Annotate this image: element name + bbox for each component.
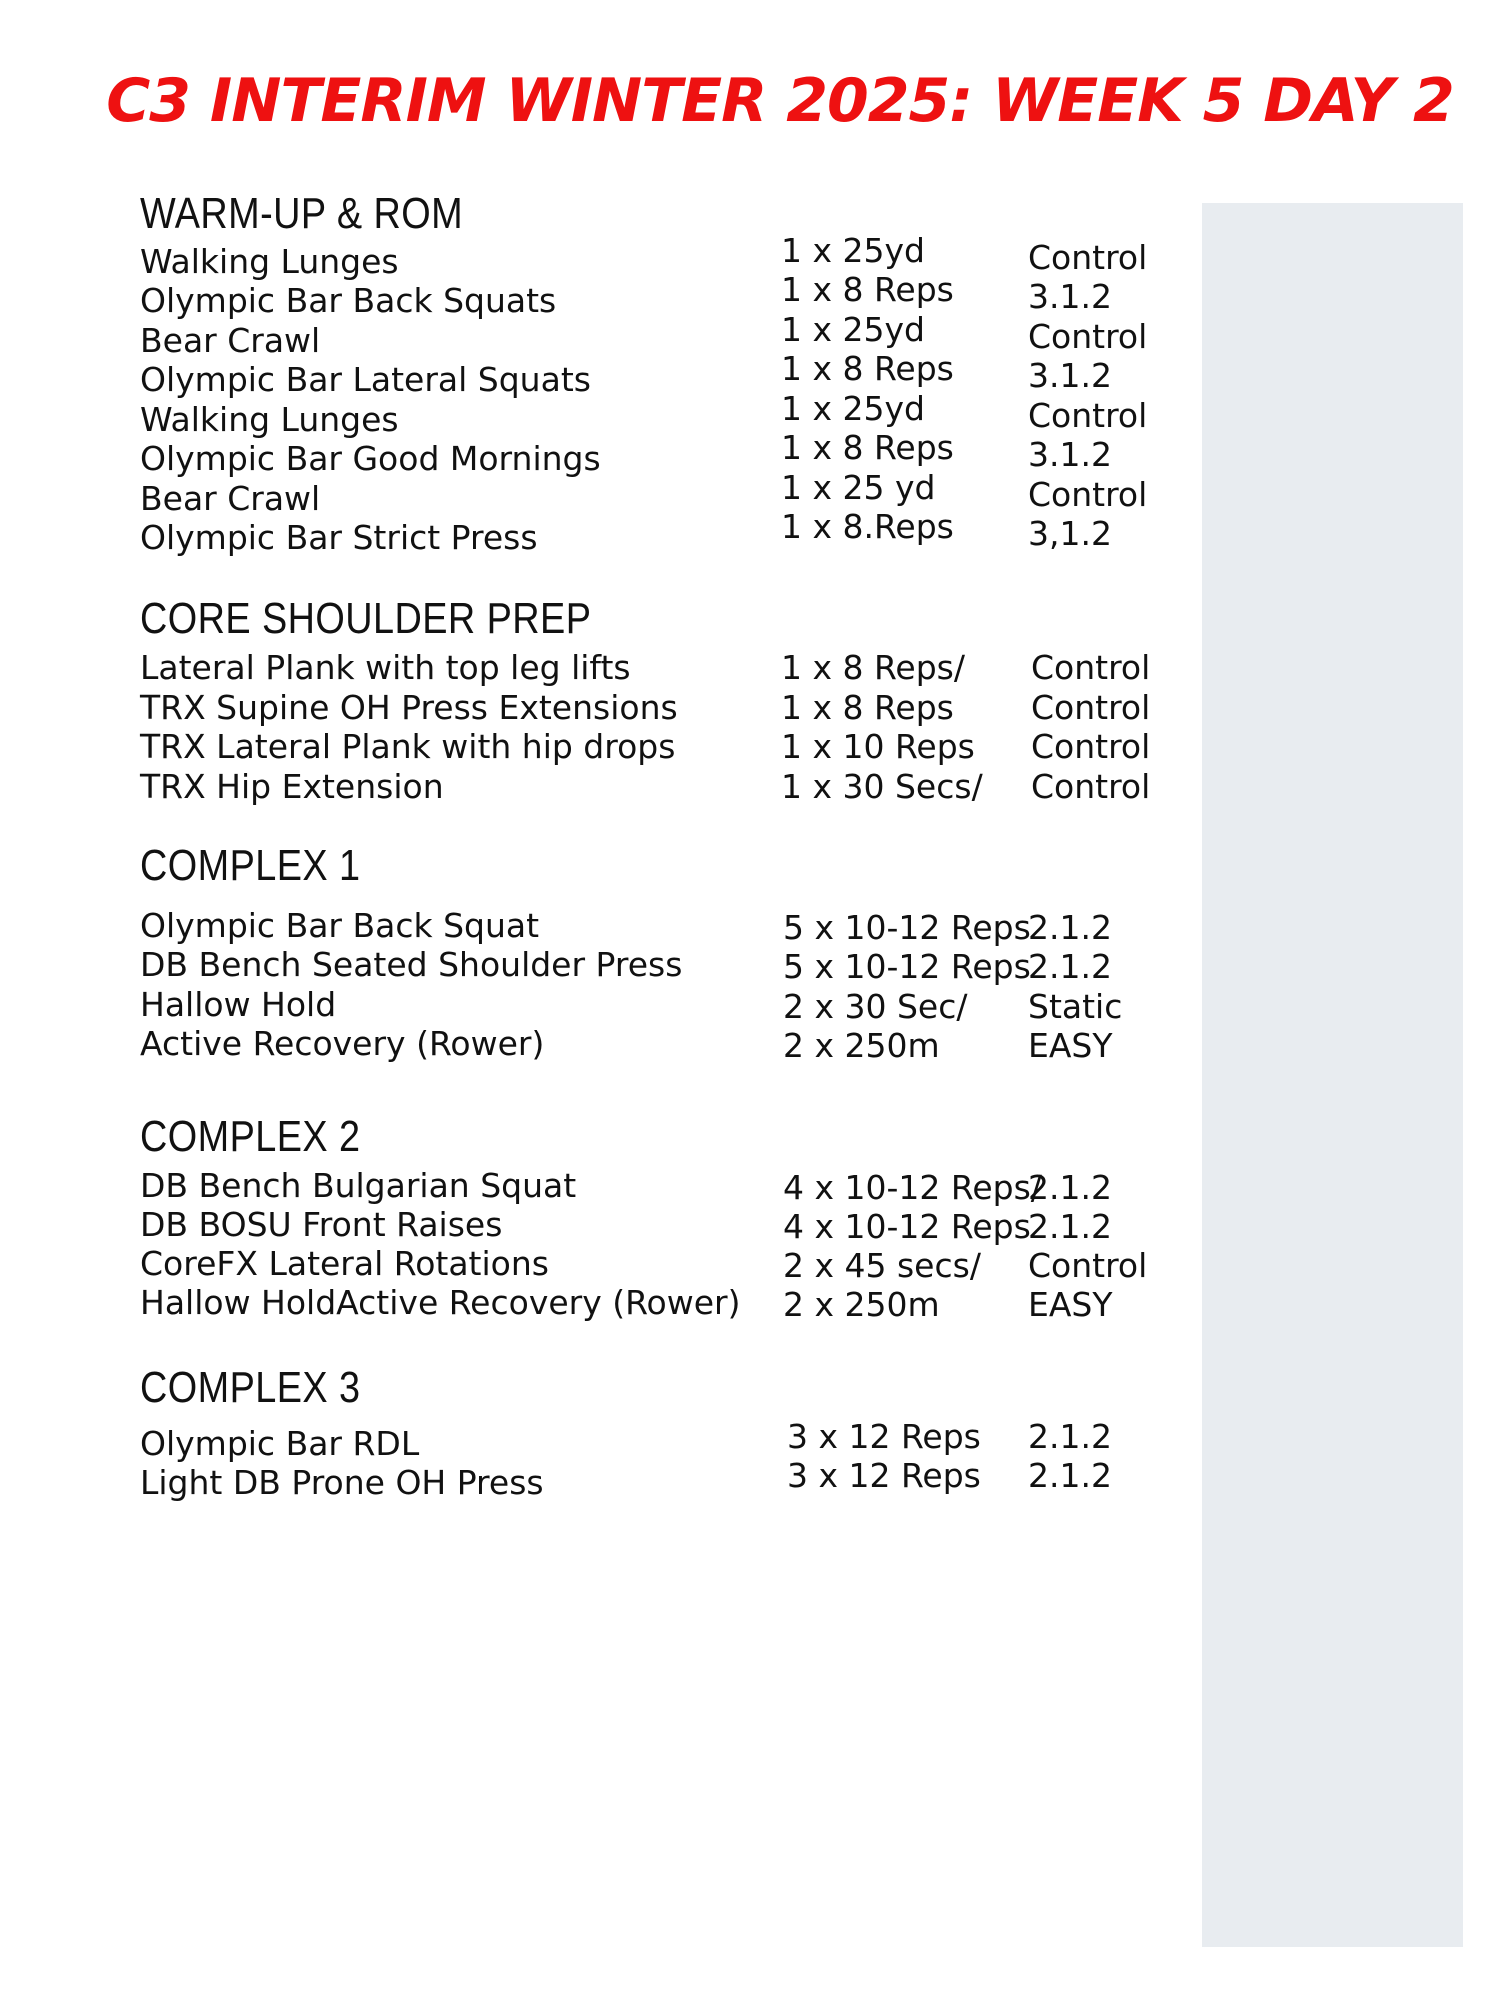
- sets-reps: 1 x 8.Reps: [781, 507, 954, 546]
- tempo: Static: [1028, 987, 1123, 1026]
- tempo: 2.1.2: [1028, 1417, 1112, 1456]
- tempo: 2.1.2: [1028, 908, 1112, 947]
- tempo: Control: [1031, 648, 1151, 687]
- tempo: Control: [1028, 396, 1148, 435]
- sets-reps: 4 x 10-12 Reps/: [783, 1168, 1042, 1207]
- tempo: Control: [1028, 475, 1148, 514]
- sets-reps: 2 x 250m: [783, 1285, 940, 1324]
- tempo: EASY: [1028, 1285, 1113, 1324]
- tempo: 2.1.2: [1028, 1168, 1112, 1207]
- section-heading: CORE SHOULDER PREP: [140, 594, 592, 643]
- tempo: 2.1.2: [1028, 947, 1112, 986]
- exercise-name: Olympic Bar Strict Press: [140, 518, 538, 557]
- sets-reps: 1 x 25 yd: [781, 468, 936, 507]
- sets-reps: 2 x 30 Sec/: [783, 987, 968, 1026]
- exercise-name: Olympic Bar Lateral Squats: [140, 360, 591, 399]
- tempo: Control: [1028, 317, 1148, 356]
- exercise-name: Walking Lunges: [140, 242, 399, 281]
- sets-reps: 1 x 25yd: [781, 310, 925, 349]
- side-panel: [1202, 203, 1463, 1947]
- sets-reps: 5 x 10-12 Reps: [783, 947, 1031, 986]
- tempo: EASY: [1028, 1026, 1113, 1065]
- section-heading: COMPLEX 2: [140, 1112, 361, 1161]
- exercise-name: TRX Lateral Plank with hip drops: [140, 727, 676, 766]
- exercise-name: Bear Crawl: [140, 321, 321, 360]
- sets-reps: 3 x 12 Reps: [787, 1456, 981, 1495]
- sets-reps: 1 x 25yd: [781, 389, 925, 428]
- section-heading: WARM-UP & ROM: [140, 189, 464, 238]
- exercise-name: Olympic Bar Back Squats: [140, 281, 557, 320]
- exercise-name: Active Recovery (Rower): [140, 1024, 545, 1063]
- exercise-name: TRX Supine OH Press Extensions: [140, 688, 678, 727]
- exercise-name: Olympic Bar Good Mornings: [140, 439, 601, 478]
- tempo: 3.1.2: [1028, 277, 1112, 316]
- sets-reps: 2 x 250m: [783, 1026, 940, 1065]
- sets-reps: 4 x 10-12 Reps: [783, 1207, 1031, 1246]
- section-heading: COMPLEX 1: [140, 841, 361, 890]
- exercise-name: Lateral Plank with top leg lifts: [140, 648, 631, 687]
- tempo: Control: [1031, 767, 1151, 806]
- sets-reps: 1 x 8 Reps: [781, 349, 954, 388]
- exercise-name: Hallow Hold: [140, 985, 337, 1024]
- sets-reps: 1 x 8 Reps: [781, 270, 954, 309]
- tempo: 3,1.2: [1028, 514, 1112, 553]
- section-heading: COMPLEX 3: [140, 1363, 361, 1412]
- exercise-name: Walking Lunges: [140, 400, 399, 439]
- exercise-name: DB Bench Seated Shoulder Press: [140, 945, 683, 984]
- page-title: C3 INTERIM WINTER 2025: WEEK 5 DAY 2: [106, 66, 1454, 136]
- exercise-name: TRX Hip Extension: [140, 767, 444, 806]
- sets-reps: 1 x 30 Secs/: [781, 767, 983, 806]
- tempo: 3.1.2: [1028, 435, 1112, 474]
- sets-reps: 1 x 8 Reps/: [781, 648, 965, 687]
- exercise-name: CoreFX Lateral Rotations: [140, 1244, 549, 1283]
- sets-reps: 5 x 10-12 Reps: [783, 908, 1031, 947]
- exercise-name: Hallow HoldActive Recovery (Rower): [140, 1283, 741, 1322]
- sets-reps: 1 x 8 Reps: [781, 688, 954, 727]
- tempo: Control: [1031, 727, 1151, 766]
- exercise-name: DB BOSU Front Raises: [140, 1205, 503, 1244]
- sets-reps: 2 x 45 secs/: [783, 1246, 981, 1285]
- tempo: Control: [1028, 1246, 1148, 1285]
- sets-reps: 1 x 10 Reps: [781, 727, 975, 766]
- sets-reps: 3 x 12 Reps: [787, 1417, 981, 1456]
- sets-reps: 1 x 25yd: [781, 231, 925, 270]
- tempo: 2.1.2: [1028, 1207, 1112, 1246]
- exercise-name: Light DB Prone OH Press: [140, 1463, 544, 1502]
- exercise-name: Olympic Bar RDL: [140, 1424, 420, 1463]
- tempo: Control: [1031, 688, 1151, 727]
- exercise-name: Olympic Bar Back Squat: [140, 906, 540, 945]
- tempo: Control: [1028, 238, 1148, 277]
- exercise-name: Bear Crawl: [140, 479, 321, 518]
- sets-reps: 1 x 8 Reps: [781, 428, 954, 467]
- tempo: 3.1.2: [1028, 356, 1112, 395]
- tempo: 2.1.2: [1028, 1456, 1112, 1495]
- exercise-name: DB Bench Bulgarian Squat: [140, 1166, 577, 1205]
